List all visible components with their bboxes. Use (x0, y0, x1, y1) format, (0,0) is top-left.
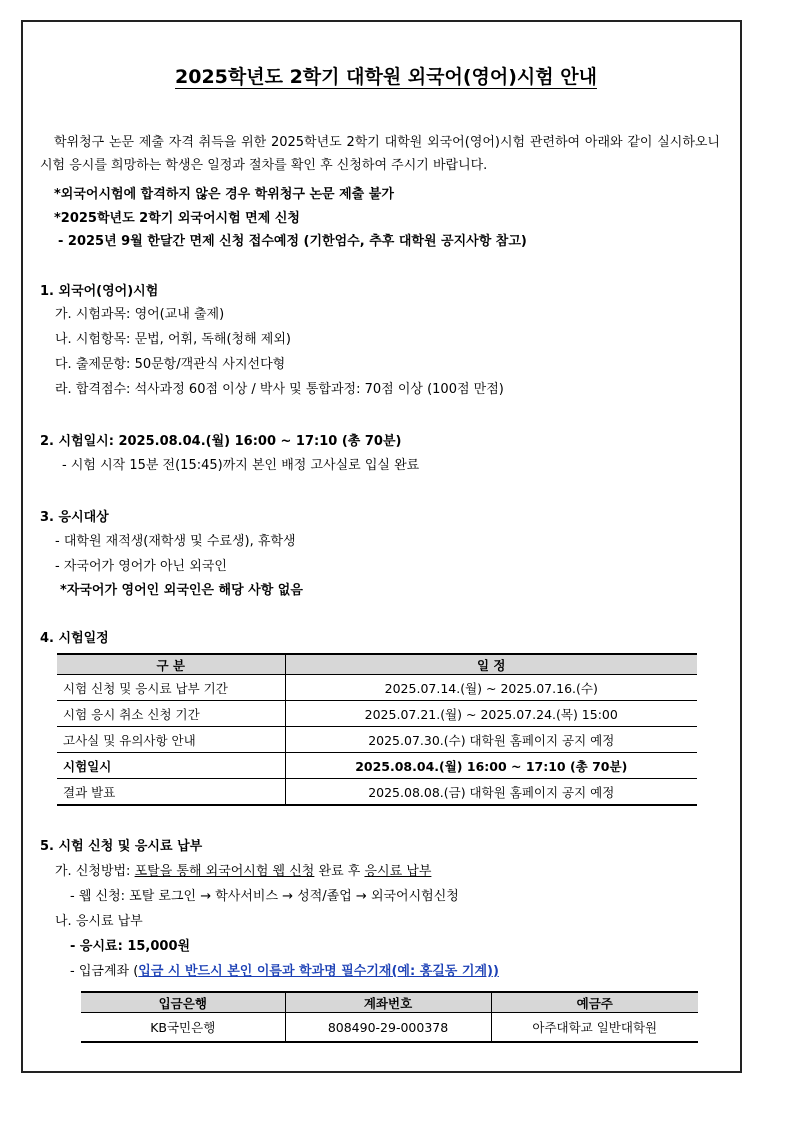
table-row (57, 727, 697, 753)
section3-heading: 3. 응시대상 (40, 510, 109, 525)
table-header-row (81, 992, 698, 1013)
section5-heading: 5. 시험 신청 및 응시료 납부 (40, 839, 203, 854)
table-row (57, 675, 697, 701)
section4-heading: 4. 시험일정 (40, 631, 109, 646)
note-exemption: *2025학년도 2학기 외국어시험 면제 신청 (54, 211, 300, 226)
section1-item: 가. 시험과목: 영어(교내 출제) (55, 307, 225, 322)
intro-paragraph: 학위청구 논문 제출 자격 취득을 위한 2025학년도 2학기 대학원 외국어(영어)시험 관련하여 아래와 같이 실시하오니 시험 응시를 희망하는 학생은 일정과 절차를 확인 후 신청하여 주시기 바랍니다. (40, 135, 720, 173)
section1-item: 나. 시험항목: 문법, 어휘, 독해(청해 제외) (55, 332, 291, 347)
schedule-label: 시험일시 (57, 753, 285, 779)
section2-heading: 2. 시험일시: 2025.08.04.(월) 16:00 ~ 17:10 (총 70분) (40, 434, 402, 449)
column-header: 입금은행 (81, 992, 285, 1013)
account-note: 입금 시 반드시 본인 이름과 학과명 필수기재(예: 홍길동 기계) (138, 964, 493, 979)
schedule-table (57, 653, 697, 806)
page-title: 2025학년도 2학기 대학원 외국어(영어)시험 안내 (175, 66, 597, 88)
web-apply-path: - 웹 신청: 포탈 로그인 → 학사서비스 → 성적/졸업 → 외국어시험신청 (70, 889, 459, 904)
schedule-value: 2025.08.04.(월) 16:00 ~ 17:10 (총 70분) (285, 753, 697, 779)
account-holder: 아주대학교 일반대학원 (491, 1013, 698, 1043)
column-header: 일 정 (285, 654, 697, 675)
schedule-label: 결과 발표 (57, 779, 285, 806)
schedule-value: 2025.07.21.(월) ~ 2025.07.24.(목) 15:00 (285, 701, 697, 727)
section2-item: - 시험 시작 15분 전(15:45)까지 본인 배정 고사실로 입실 완료 (62, 458, 420, 473)
account-number: 808490-29-000378 (285, 1013, 491, 1043)
table-row (81, 1013, 698, 1043)
schedule-label: 고사실 및 유의사항 안내 (57, 727, 285, 753)
bank-name: KB국민은행 (81, 1013, 285, 1043)
schedule-label: 시험 신청 및 응시료 납부 기간 (57, 675, 285, 701)
schedule-value: 2025.08.08.(금) 대학원 홈페이지 공지 예정 (285, 779, 697, 806)
portal-apply-text: 포탈을 통해 외국어시험 웹 신청 (134, 864, 315, 879)
schedule-value: 2025.07.14.(월) ~ 2025.07.16.(수) (285, 675, 697, 701)
note-exam-required: *외국어시험에 합격하지 않은 경우 학위청구 논문 제출 불가 (54, 187, 394, 202)
schedule-label: 시험 응시 취소 신청 기간 (57, 701, 285, 727)
account-prefix: - 입금계좌 ( (70, 964, 139, 979)
schedule-value: 2025.07.30.(수) 대학원 홈페이지 공지 예정 (285, 727, 697, 753)
section3-note: *자국어가 영어인 외국인은 해당 사항 없음 (60, 583, 303, 598)
table-header-row (57, 654, 697, 675)
table-row (57, 753, 697, 779)
section1-heading: 1. 외국어(영어)시험 (40, 284, 159, 299)
fee-amount: - 응시료: 15,000원 (70, 939, 191, 954)
account-note-close: ) (492, 964, 499, 979)
column-header: 구 분 (57, 654, 285, 675)
apply-method-mid: 완료 후 (314, 864, 365, 879)
section1-item: 라. 합격점수: 석사과정 60점 이상 / 박사 및 통합과정: 70점 이상 (100점 만점) (55, 382, 504, 397)
table-row (57, 779, 697, 806)
column-header: 계좌번호 (285, 992, 491, 1013)
account-line (70, 960, 499, 979)
column-header: 예금주 (491, 992, 698, 1013)
table-row (57, 701, 697, 727)
note-exemption-detail: - 2025년 9월 한달간 면제 신청 접수예정 (기한엄수, 추후 대학원 공지사항 참고) (58, 234, 527, 249)
fee-heading: 나. 응시료 납부 (55, 914, 143, 929)
section1-item: 다. 출제문항: 50문항/객관식 사지선다형 (55, 357, 286, 372)
bank-account-table (81, 991, 698, 1043)
apply-method (55, 860, 431, 879)
fee-payment-text: 응시료 납부 (364, 864, 432, 879)
section3-item: - 자국어가 영어가 아닌 외국인 (55, 559, 227, 574)
apply-method-prefix: 가. 신청방법: (55, 864, 135, 879)
section3-item: - 대학원 재적생(재학생 및 수료생), 휴학생 (55, 534, 296, 549)
